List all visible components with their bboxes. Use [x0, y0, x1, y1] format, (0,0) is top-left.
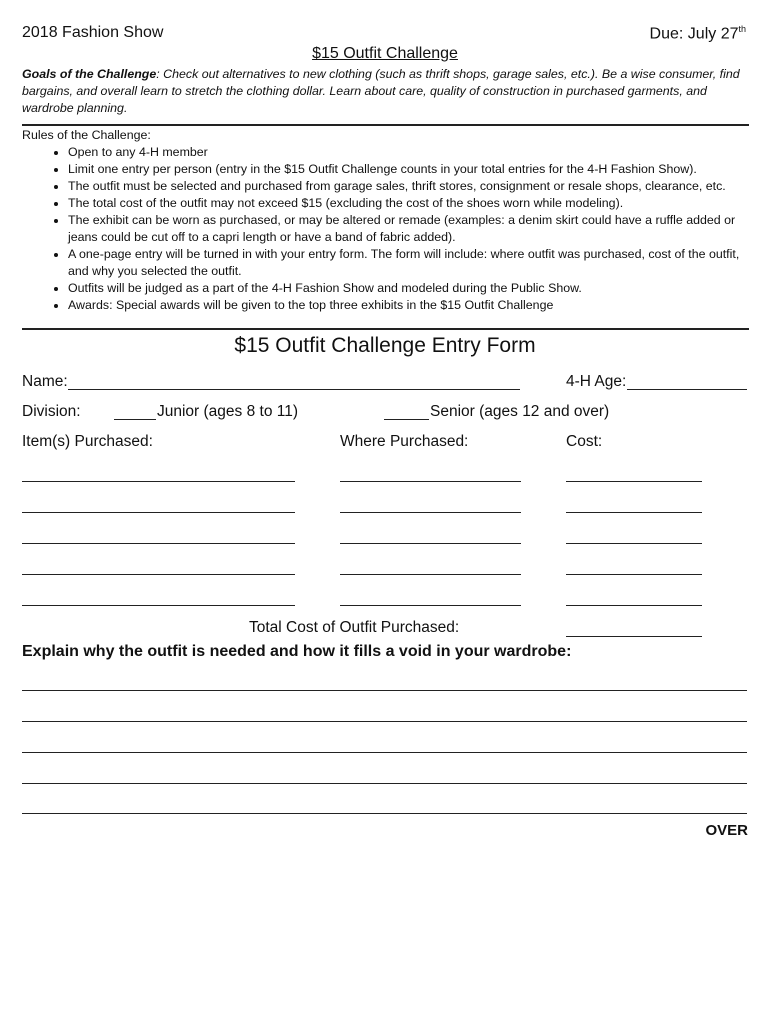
rule-item: • A one-page entry will be turned in with your entry form. The form will include: where outfit was purchased, cost of the outfit, and why you selected the outfit.: [68, 246, 747, 280]
cost-field[interactable]: [566, 481, 702, 482]
cost-field[interactable]: [566, 605, 702, 606]
item-field[interactable]: [22, 512, 295, 513]
division-label: Division:: [22, 403, 81, 420]
rule-item: • The outfit must be selected and purchased from garage sales, thrift stores, consignment or resale shops, clearance, etc.: [68, 178, 747, 195]
rule-item: • Limit one entry per person (entry in the $15 Outfit Challenge counts in your total entries for the 4-H Fashion Show).: [68, 161, 747, 178]
rule-item: • The total cost of the outfit may not exceed $15 (excluding the cost of the shoes worn while modeling).: [68, 195, 747, 212]
explain-line[interactable]: [22, 783, 747, 784]
rules-list: [22, 144, 747, 314]
due-date: [650, 24, 746, 43]
where-field[interactable]: [340, 543, 521, 544]
where-field[interactable]: [340, 574, 521, 575]
explain-label: Explain why the outfit is needed and how it fills a void in your wardrobe:: [22, 643, 572, 660]
due-date-label: Due: July 27: [649, 25, 739, 43]
item-field[interactable]: [22, 574, 295, 575]
rule-item: • Outfits will be judged as a part of the 4-H Fashion Show and modeled during the Public Show.: [68, 280, 747, 297]
total-cost-field[interactable]: [566, 636, 702, 637]
senior-label: Senior (ages 12 and over): [430, 403, 610, 420]
rule-item: • Awards: Special awards will be given to the top three exhibits in the $15 Outfit Challenge: [68, 297, 747, 314]
rule-item: • Open to any 4-H member: [68, 144, 747, 161]
explain-line[interactable]: [22, 813, 747, 814]
explain-line[interactable]: [22, 721, 747, 722]
junior-label: Junior (ages 8 to 11): [157, 403, 299, 420]
items-label: Item(s) Purchased:: [22, 433, 153, 450]
where-field[interactable]: [340, 512, 521, 513]
over-note: OVER: [705, 822, 748, 839]
senior-checkbox-line[interactable]: [384, 419, 429, 420]
goals-paragraph: [22, 66, 742, 117]
divider-form: [22, 328, 749, 330]
goals-text: : Check out alternatives to new clothing (such as thrift shops, garage sales, etc.). Be a wise consumer, find bargains, and overall learn to stretch the clothing dollar. Learn about care, quality of construction in purchased garments, and wardrobe planning.: [22, 67, 740, 115]
where-field[interactable]: [340, 605, 521, 606]
challenge-subtitle: $15 Outfit Challenge: [312, 45, 458, 62]
cost-field[interactable]: [566, 543, 702, 544]
cost-field[interactable]: [566, 512, 702, 513]
total-label: Total Cost of Outfit Purchased:: [249, 619, 460, 636]
age-field[interactable]: [627, 389, 747, 390]
where-field[interactable]: [340, 481, 521, 482]
cost-field[interactable]: [566, 574, 702, 575]
rules-title: Rules of the Challenge:: [22, 128, 151, 142]
where-label: Where Purchased:: [340, 433, 469, 450]
rule-item: • The exhibit can be worn as purchased, or may be altered or remade (examples: a denim skirt could have a ruffle added or jeans could be cut off to a capri length or have a band of fabric added).: [68, 212, 747, 246]
item-field[interactable]: [22, 543, 295, 544]
cost-label: Cost:: [566, 433, 603, 450]
item-field[interactable]: [22, 605, 295, 606]
junior-checkbox-line[interactable]: [114, 419, 156, 420]
form-title: $15 Outfit Challenge Entry Form: [234, 334, 536, 357]
name-field[interactable]: [68, 389, 520, 390]
event-title: 2018 Fashion Show: [22, 24, 164, 41]
due-date-suffix: th: [738, 24, 746, 34]
divider-top: [22, 124, 749, 126]
goals-label: Goals of the Challenge: [22, 67, 157, 81]
name-label: Name:: [22, 373, 68, 390]
explain-line[interactable]: [22, 752, 747, 753]
explain-line[interactable]: [22, 690, 747, 691]
item-field[interactable]: [22, 481, 295, 482]
age-label: 4-H Age:: [566, 373, 627, 390]
